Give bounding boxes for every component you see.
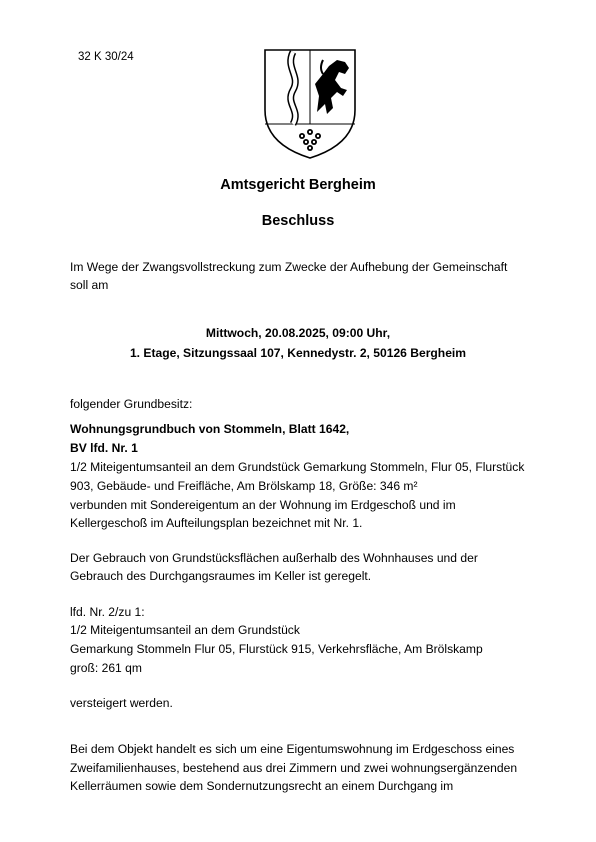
- auction-statement: versteigert werden.: [70, 696, 173, 710]
- usage-note-line: Gebrauch des Durchgangsraumes im Keller ist geregelt.: [70, 569, 372, 583]
- second-item-line: lfd. Nr. 2/zu 1:: [70, 605, 145, 619]
- bv-number: BV lfd. Nr. 1: [70, 441, 138, 455]
- hearing-date: Mittwoch, 20.08.2025, 09:00 Uhr,: [205, 326, 391, 340]
- property-description-line: 1/2 Miteigentumsanteil an dem Grundstück Gemarkung Stommeln, Flur 05, Flurstück: [70, 460, 525, 474]
- property-description-line: 903, Gebäude- und Freifläche, Am Brölskamp 18, Größe: 346 m²: [70, 479, 418, 493]
- intro-line: Im Wege der Zwangsvollstreckung zum Zwecke der Aufhebung der Gemeinschaft: [70, 260, 508, 274]
- coat-of-arms-icon: [257, 44, 363, 162]
- object-description-line: Bei dem Objekt handelt es sich um eine Eigentumswohnung im Erdgeschoss eines: [70, 742, 515, 756]
- land-register-entry: Wohnungsgrundbuch von Stommeln, Blatt 1642,: [70, 422, 350, 436]
- intro-line: soll am: [70, 278, 109, 292]
- second-item-line: 1/2 Miteigentumsanteil an dem Grundstück: [70, 623, 300, 637]
- case-number: 32 K 30/24: [78, 51, 134, 63]
- hearing-location: 1. Etage, Sitzungssaal 107, Kennedystr. 2, 50126 Bergheim: [129, 346, 467, 360]
- property-description-line: Kellergeschoß im Aufteilungsplan bezeichnet mit Nr. 1.: [70, 516, 363, 530]
- property-description-line: verbunden mit Sondereigentum an der Wohnung im Erdgeschoß und im: [70, 498, 456, 512]
- property-intro: folgender Grundbesitz:: [70, 397, 193, 411]
- court-name: Amtsgericht Bergheim: [220, 177, 376, 193]
- second-item-line: groß: 261 qm: [70, 661, 142, 675]
- object-description-line: Zweifamilienhauses, bestehend aus drei Zimmern und zwei wohnungsergänzenden: [70, 761, 518, 775]
- usage-note-line: Der Gebrauch von Grundstücksflächen außerhalb des Wohnhauses und der: [70, 551, 478, 565]
- document-title: Beschluss: [261, 213, 335, 229]
- second-item-line: Gemarkung Stommeln Flur 05, Flurstück 915, Verkehrsfläche, Am Brölskamp: [70, 642, 483, 656]
- object-description-line: Kellerräumen sowie dem Sondernutzungsrecht an einem Durchgang im: [70, 779, 454, 793]
